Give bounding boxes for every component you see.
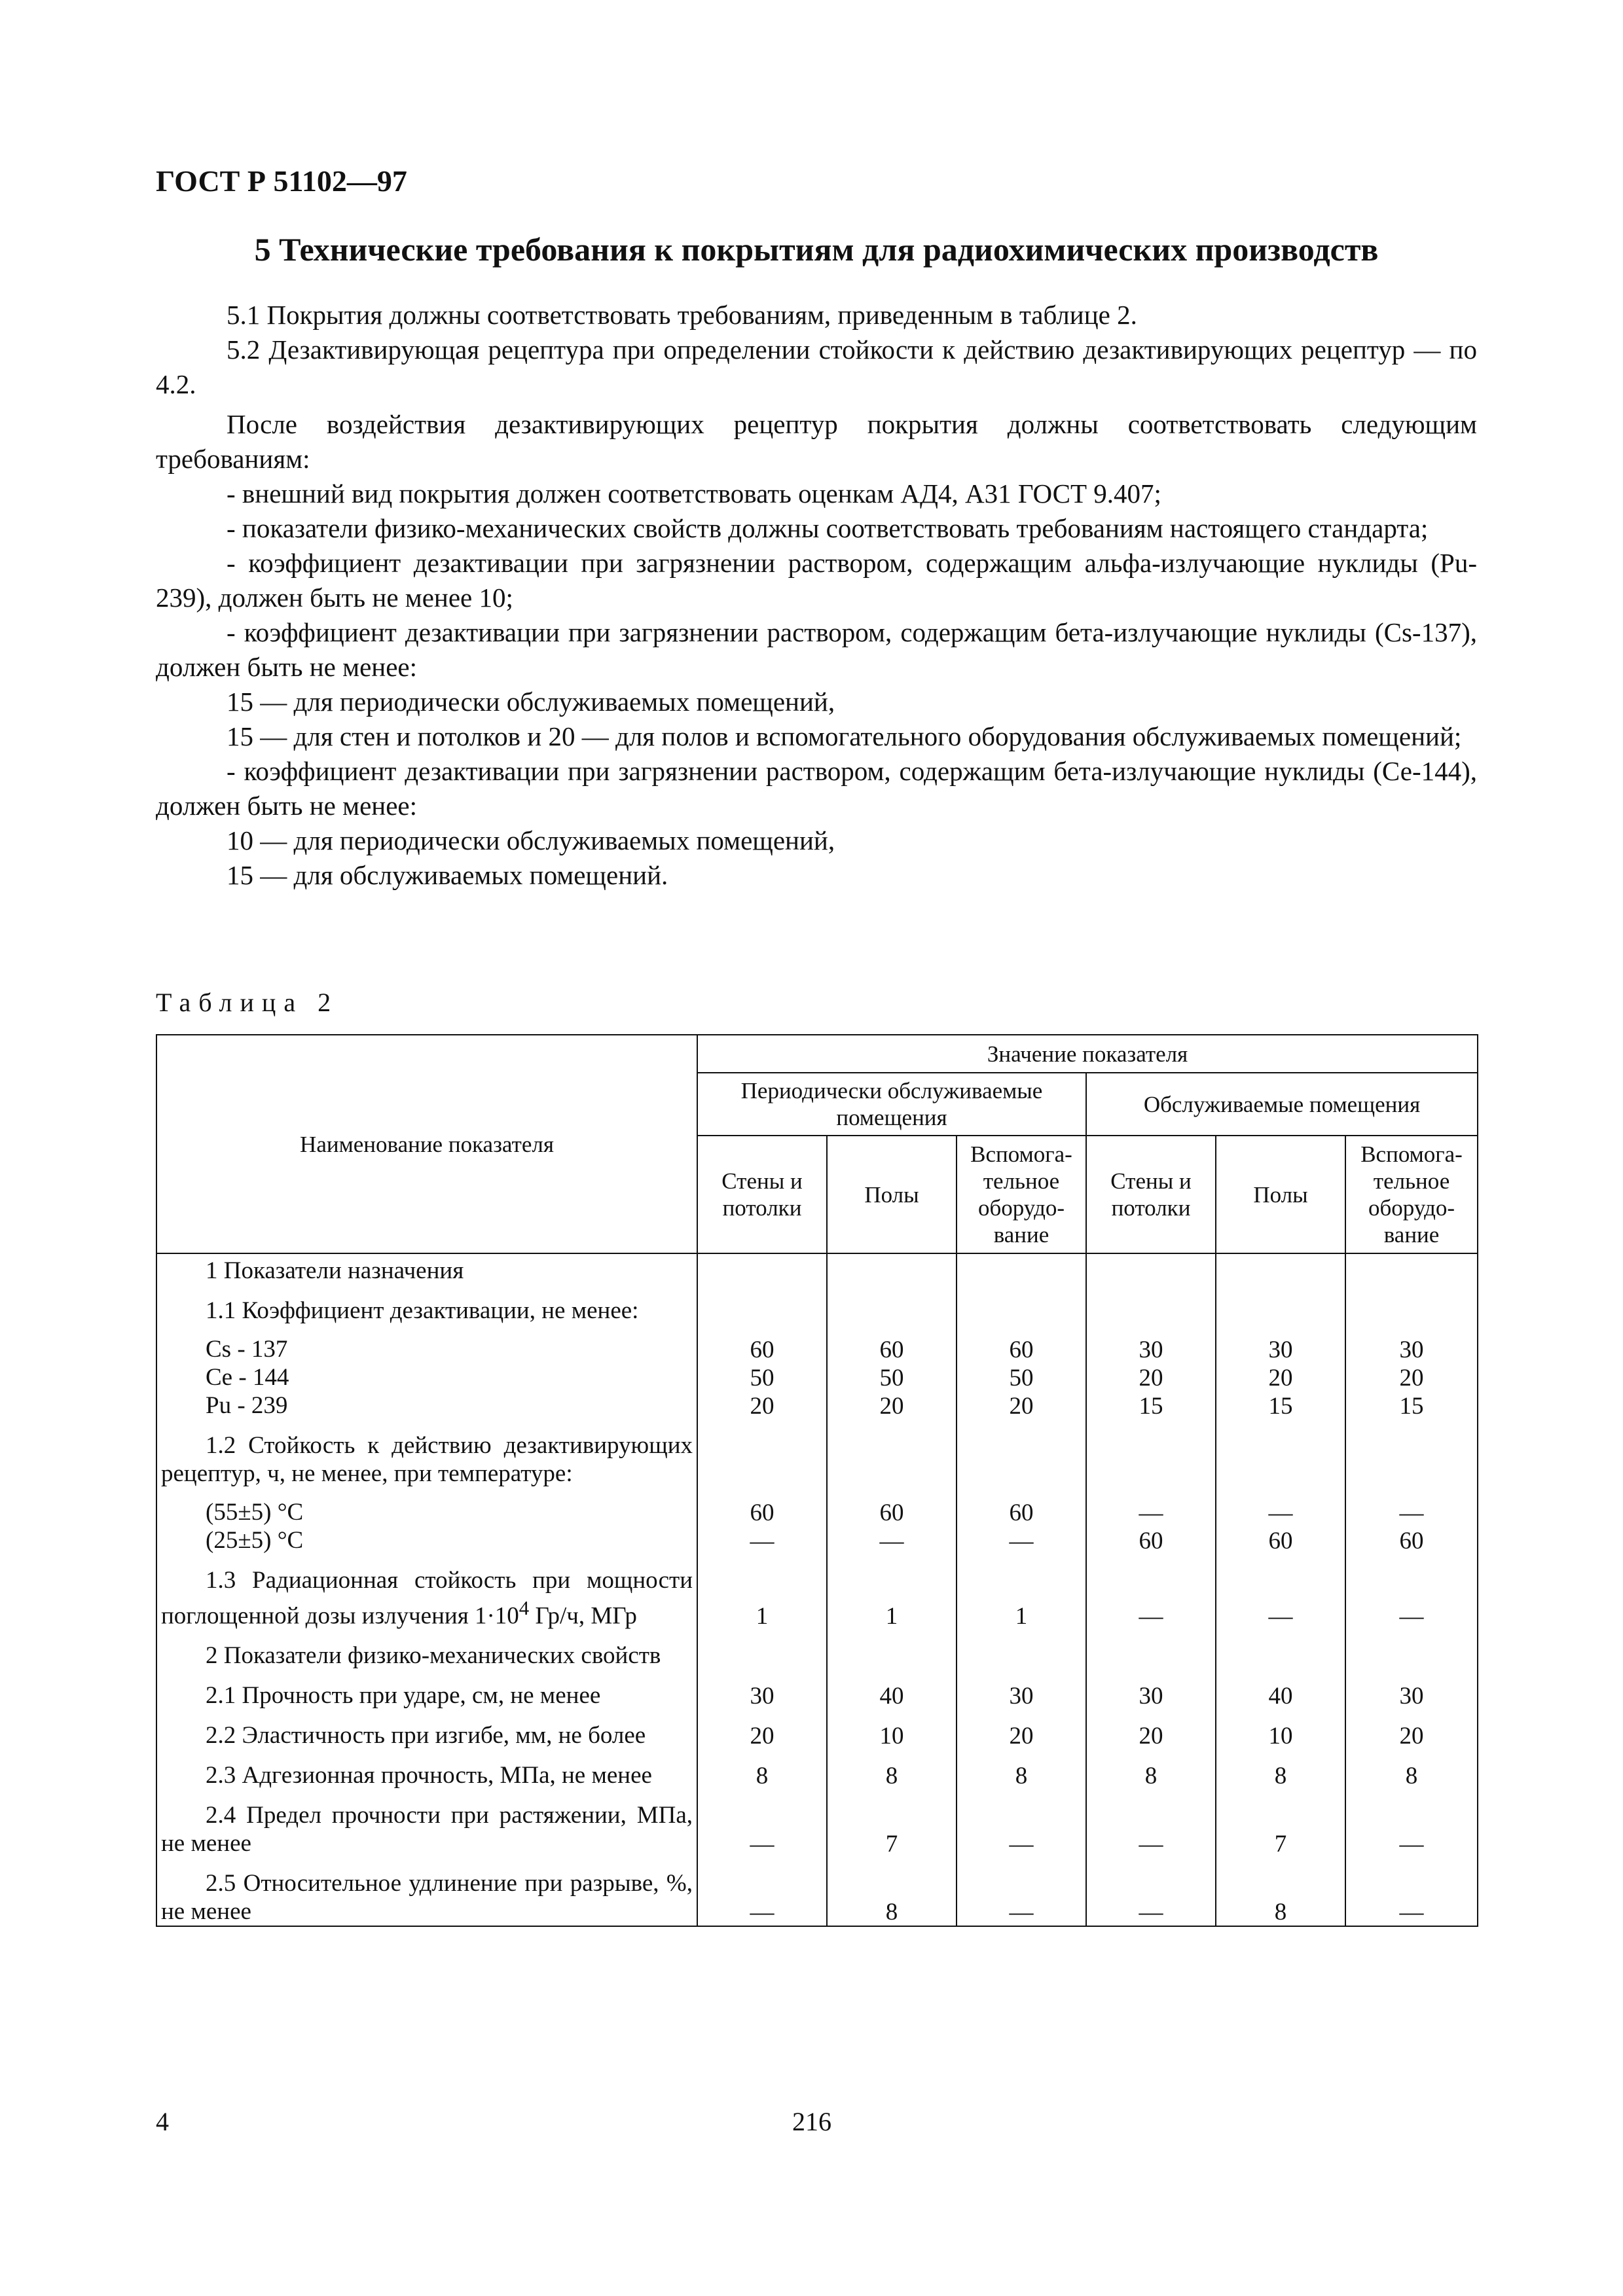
table-cell-value: 60 (750, 1499, 775, 1526)
table-cell-value: 20 (750, 1393, 775, 1420)
table-cell-value: 1 (1015, 1603, 1028, 1630)
value-column (957, 1253, 1086, 1926)
row-sub-label: Cs - 137 (206, 1336, 288, 1363)
table-cell-value: 60 (879, 1499, 904, 1526)
table-cell-value: 8 (1274, 1899, 1287, 1926)
row-name-text: 1.3 Радиационная стойкость при мощности поглощенной дозы излучения 1·10 (161, 1567, 693, 1630)
subcolumn-floors: Полы (1216, 1136, 1345, 1253)
table-cell-value: 60 (1268, 1528, 1293, 1554)
table-cell-value: 20 (1268, 1365, 1293, 1391)
table-cell-value: 20 (1399, 1723, 1424, 1750)
value-column (827, 1253, 957, 1926)
row-name: 2.3 Адгезионная прочность, МПа, не менее (206, 1762, 652, 1789)
paragraph: - внешний вид покрытия должен соответствовать оценкам АД4, А31 ГОСТ 9.407; (227, 478, 1161, 509)
row-name-text: Гр/ч, МГр (529, 1602, 637, 1630)
column-group-serviced: Обслуживаемые помещения (1086, 1073, 1478, 1136)
table-cell-value: — (1139, 1899, 1163, 1926)
table-cell-value: — (1139, 1831, 1163, 1858)
table-cell-value: 7 (885, 1831, 898, 1858)
row-sub-label: Ce - 144 (206, 1364, 289, 1391)
row-name (161, 1566, 693, 1630)
row-name: 1.1 Коэффициент дезактивации, не менее: (206, 1297, 639, 1324)
table-cell-value: 60 (1399, 1528, 1424, 1554)
table-cell-value: 1 (885, 1603, 898, 1630)
table-cell-value: 20 (879, 1393, 904, 1420)
table-cell-value: 30 (1139, 1336, 1163, 1363)
column-header-value: Значение показателя (697, 1035, 1478, 1073)
table-cell-value: 50 (879, 1365, 904, 1391)
paragraph: 5.1 Покрытия должны соответствовать требованиям, приведенным в таблице 2. (227, 300, 1137, 330)
column-group-periodic: Периодически обслуживаемые помещения (697, 1073, 1086, 1136)
table-cell-value: 30 (1268, 1336, 1293, 1363)
table-cell-value: — (1399, 1831, 1424, 1858)
table-cell-value: 8 (1405, 1763, 1418, 1790)
table-cell-value: 20 (1009, 1393, 1034, 1420)
body-text (156, 298, 1477, 893)
table-cell-value: 60 (1009, 1499, 1034, 1526)
exponent: 4 (519, 1597, 530, 1619)
row-name: 2.1 Прочность при ударе, см, не менее (206, 1682, 601, 1710)
paragraph: 10 — для периодически обслуживаемых помещений, (227, 825, 835, 855)
paragraph: - коэффициент дезактивации при загрязнении раствором, содержащим бета-излучающие нуклиды (Cs-137), должен быть не менее: (156, 617, 1477, 682)
table-cell-value: 10 (1268, 1723, 1293, 1750)
row-sub-label: Pu - 239 (206, 1392, 288, 1419)
page-number: 4 (156, 2107, 169, 2136)
paragraph: 5.2 Дезактивирующая рецептура при определении стойкости к действию дезактивирующих рецептур — по 4.2. (156, 334, 1477, 399)
table-cell-value: 50 (750, 1365, 775, 1391)
paragraph: 15 — для стен и потолков и 20 — для полов и вспомогательного оборудования обслуживаемых помещений; (227, 721, 1462, 751)
table-label: Таблица 2 (156, 988, 339, 1017)
table-cell-value: 30 (1139, 1683, 1163, 1710)
table-cell-value: 60 (1009, 1336, 1034, 1363)
table-cell-value: 60 (750, 1336, 775, 1363)
table-cell-value: 8 (1015, 1763, 1028, 1790)
table-cell-value: 15 (1399, 1393, 1424, 1420)
row-name: 2.5 Относительное удлинение при разрыве, %, не менее (161, 1870, 693, 1926)
table-cell-value: 20 (1009, 1723, 1034, 1750)
row-name: 1.2 Стойкость к действию дезактивирующих рецептур, ч, не менее, при температуре: (161, 1432, 693, 1487)
table-cell-value: 20 (1139, 1723, 1163, 1750)
table-cell-value: 7 (1274, 1831, 1287, 1858)
value-column (1086, 1253, 1216, 1926)
table-cell-value: 50 (1009, 1365, 1034, 1391)
section-heading: 1 Показатели назначения (206, 1257, 464, 1284)
subcolumn-auxiliary: Вспомога-тельное оборудо-вание (957, 1136, 1086, 1253)
table-cell-value: — (1399, 1603, 1424, 1630)
table-cell-value: — (1139, 1499, 1163, 1526)
subcolumn-floors: Полы (827, 1136, 957, 1253)
table-cell-value: — (1009, 1899, 1034, 1926)
table-cell-value: 60 (1139, 1528, 1163, 1554)
value-column (1345, 1253, 1478, 1926)
subcolumn-auxiliary: Вспомога-тельное оборудо-вание (1345, 1136, 1478, 1253)
row-name: 2.4 Предел прочности при растяжении, МПа, не менее (161, 1802, 693, 1857)
table-cell-value: 20 (1399, 1365, 1424, 1391)
table-cell-value: 1 (756, 1603, 769, 1630)
table-cell-value: 60 (879, 1336, 904, 1363)
paragraph: 15 — для периодически обслуживаемых помещений, (227, 687, 835, 717)
table-cell-value: 20 (750, 1723, 775, 1750)
table-cell-value: 30 (1399, 1336, 1424, 1363)
table-cell-value: 8 (1144, 1763, 1158, 1790)
table-cell-value: 8 (885, 1899, 898, 1926)
table-cell-value: 30 (1009, 1683, 1034, 1710)
table-cell-value: 30 (750, 1683, 775, 1710)
table-cell-value: — (879, 1528, 904, 1554)
paragraph: После воздействия дезактивирующих рецептур покрытия должны соответствовать следующим требованиям: (156, 409, 1477, 474)
paragraph: 15 — для обслуживаемых помещений. (227, 860, 668, 890)
table-cell-value: — (1268, 1603, 1293, 1630)
table-cell-value: 40 (1268, 1683, 1293, 1710)
document-header: ГОСТ Р 51102—97 (156, 164, 407, 198)
table-cell-value: — (1139, 1603, 1163, 1630)
table-cell-value: — (1009, 1831, 1034, 1858)
table-cell-value: — (1399, 1899, 1424, 1926)
table-cell-value: 40 (879, 1683, 904, 1710)
row-name: 2.2 Эластичность при изгибе, мм, не более (206, 1722, 646, 1749)
table-name-cell (156, 1253, 697, 1926)
table-cell-value: 10 (879, 1723, 904, 1750)
value-column (1216, 1253, 1345, 1926)
subcolumn-walls: Стены и потолки (1086, 1136, 1216, 1253)
table-cell-value: — (1009, 1528, 1034, 1554)
table-cell-value: 8 (756, 1763, 769, 1790)
requirements-table (156, 1034, 1478, 1927)
section-heading: 2 Показатели физико-механических свойств (206, 1642, 661, 1670)
table-cell-value: — (1399, 1499, 1424, 1526)
table-cell-value: 15 (1139, 1393, 1163, 1420)
table-cell-value: — (750, 1831, 775, 1858)
row-sub-label: (25±5) °С (206, 1527, 304, 1554)
paragraph: - коэффициент дезактивации при загрязнении раствором, содержащим альфа-излучающие нуклиды (Pu-239), должен быть не менее 10; (156, 548, 1477, 613)
table-cell-value: — (1268, 1499, 1293, 1526)
row-sub-label: (55±5) °С (206, 1499, 304, 1526)
paragraph: - показатели физико-механических свойств должны соответствовать требованиям настоящего стандарта; (227, 513, 1429, 543)
table-cell-value: — (750, 1899, 775, 1926)
subcolumn-walls: Стены и потолки (697, 1136, 827, 1253)
table-cell-value: 20 (1139, 1365, 1163, 1391)
table-cell-value: 15 (1268, 1393, 1293, 1420)
table-cell-value: 30 (1399, 1683, 1424, 1710)
paragraph: - коэффициент дезактивации при загрязнении раствором, содержащим бета-излучающие нуклиды (Се-144), должен быть не менее: (156, 756, 1477, 821)
table-cell-value: 8 (885, 1763, 898, 1790)
value-column (697, 1253, 827, 1926)
column-header-name: Наименование показателя (156, 1035, 697, 1253)
table-cell-value: 8 (1274, 1763, 1287, 1790)
section-title: 5 Технические требования к покрытиям для радиохимических производств (254, 231, 1379, 268)
page-number-center: 216 (792, 2107, 831, 2136)
table-cell-value: — (750, 1528, 775, 1554)
